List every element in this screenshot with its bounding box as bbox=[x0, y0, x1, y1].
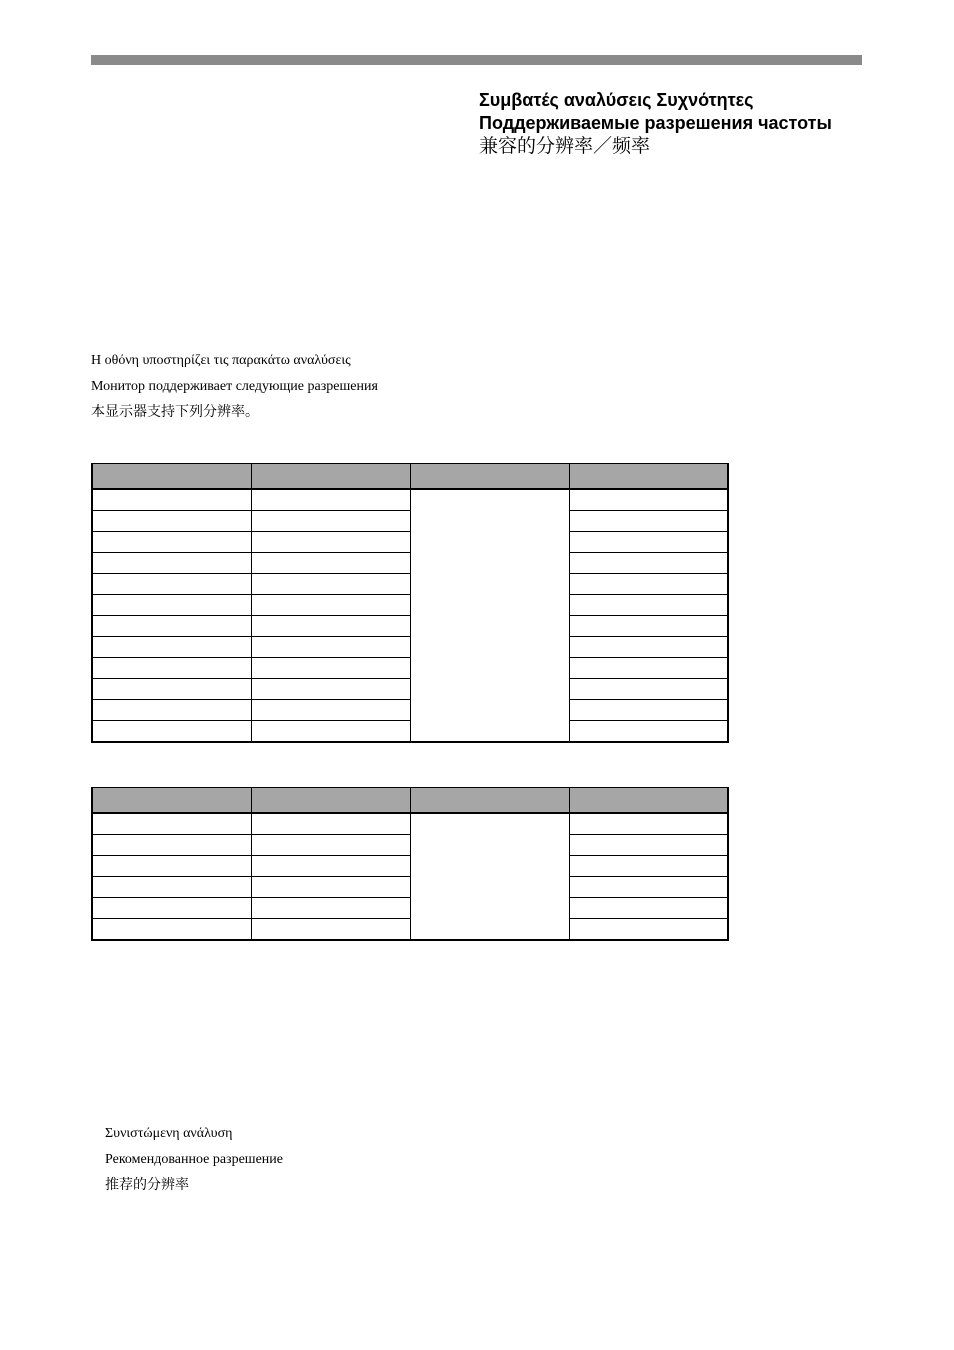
header-cell bbox=[569, 788, 728, 814]
table-cell bbox=[251, 532, 410, 553]
table-cell bbox=[92, 679, 251, 700]
resolution-table-1 bbox=[91, 463, 729, 743]
recommended-chinese: 推荐的分辨率 bbox=[105, 1178, 189, 1193]
heading-greek: Συμβατές αναλύσεις Συχνότητες bbox=[479, 90, 754, 110]
recommended-text bbox=[105, 1123, 283, 1201]
table-cell bbox=[92, 553, 251, 574]
table-cell bbox=[569, 898, 728, 919]
header-cell bbox=[92, 464, 251, 490]
table-header-row bbox=[92, 464, 728, 490]
heading-russian: Поддерживаемые разрешения частоты bbox=[479, 113, 832, 133]
table-cell bbox=[251, 574, 410, 595]
intro-text bbox=[91, 350, 378, 428]
table-cell bbox=[569, 919, 728, 941]
section-headings bbox=[479, 89, 832, 158]
intro-russian: Монитор поддерживает следующие разрешения bbox=[91, 379, 378, 394]
table-cell bbox=[92, 511, 251, 532]
table-cell bbox=[569, 877, 728, 898]
table-cell bbox=[92, 856, 251, 877]
table-cell bbox=[92, 835, 251, 856]
table-cell bbox=[569, 679, 728, 700]
table-cell bbox=[569, 489, 728, 511]
table-cell bbox=[251, 835, 410, 856]
table-cell bbox=[92, 700, 251, 721]
table-cell bbox=[92, 616, 251, 637]
table-cell bbox=[569, 658, 728, 679]
resolution-table-2 bbox=[91, 787, 729, 941]
header-cell bbox=[92, 788, 251, 814]
table-cell bbox=[92, 813, 251, 835]
table-cell bbox=[569, 813, 728, 835]
table-cell bbox=[251, 898, 410, 919]
table-cell bbox=[251, 679, 410, 700]
table-cell bbox=[569, 595, 728, 616]
table-cell bbox=[251, 595, 410, 616]
table-cell bbox=[569, 700, 728, 721]
header-cell bbox=[569, 464, 728, 490]
table-cell bbox=[251, 637, 410, 658]
table-cell bbox=[92, 532, 251, 553]
table-cell bbox=[569, 532, 728, 553]
table-cell bbox=[569, 553, 728, 574]
top-rule bbox=[91, 55, 862, 65]
table-cell bbox=[569, 574, 728, 595]
header-cell bbox=[251, 464, 410, 490]
table-cell bbox=[569, 721, 728, 743]
table-cell bbox=[569, 856, 728, 877]
table-cell bbox=[569, 835, 728, 856]
recommended-russian: Рекомендованное разрешение bbox=[105, 1152, 283, 1167]
table-cell bbox=[251, 489, 410, 511]
table-cell bbox=[251, 856, 410, 877]
intro-chinese: 本显示器支持下列分辨率。 bbox=[91, 405, 259, 420]
table-cell bbox=[92, 595, 251, 616]
table-cell bbox=[92, 574, 251, 595]
table-cell bbox=[92, 489, 251, 511]
table-cell bbox=[92, 658, 251, 679]
table-cell bbox=[251, 658, 410, 679]
table-cell bbox=[251, 813, 410, 835]
recommended-greek: Συνιστώμενη ανάλυση bbox=[105, 1126, 233, 1141]
table-cell bbox=[251, 616, 410, 637]
table-cell bbox=[92, 637, 251, 658]
table-row bbox=[92, 489, 728, 511]
table-cell bbox=[569, 616, 728, 637]
table-cell bbox=[92, 898, 251, 919]
header-cell bbox=[410, 464, 569, 490]
table-cell bbox=[251, 700, 410, 721]
table-cell bbox=[251, 919, 410, 941]
header-cell bbox=[410, 788, 569, 814]
table-header-row bbox=[92, 788, 728, 814]
table-cell bbox=[92, 721, 251, 743]
table-cell bbox=[251, 877, 410, 898]
table-cell bbox=[251, 553, 410, 574]
table-cell bbox=[92, 877, 251, 898]
merged-cell bbox=[410, 813, 569, 940]
table-cell bbox=[92, 919, 251, 941]
table-cell bbox=[251, 511, 410, 532]
header-cell bbox=[251, 788, 410, 814]
table-cell bbox=[569, 511, 728, 532]
heading-chinese: 兼容的分辨率／频率 bbox=[479, 136, 651, 157]
merged-cell bbox=[410, 489, 569, 742]
table-row bbox=[92, 813, 728, 835]
intro-greek: Η οθόνη υποστηρίζει τις παρακάτω αναλύσεις bbox=[91, 353, 351, 368]
table-cell bbox=[569, 637, 728, 658]
table-cell bbox=[251, 721, 410, 743]
